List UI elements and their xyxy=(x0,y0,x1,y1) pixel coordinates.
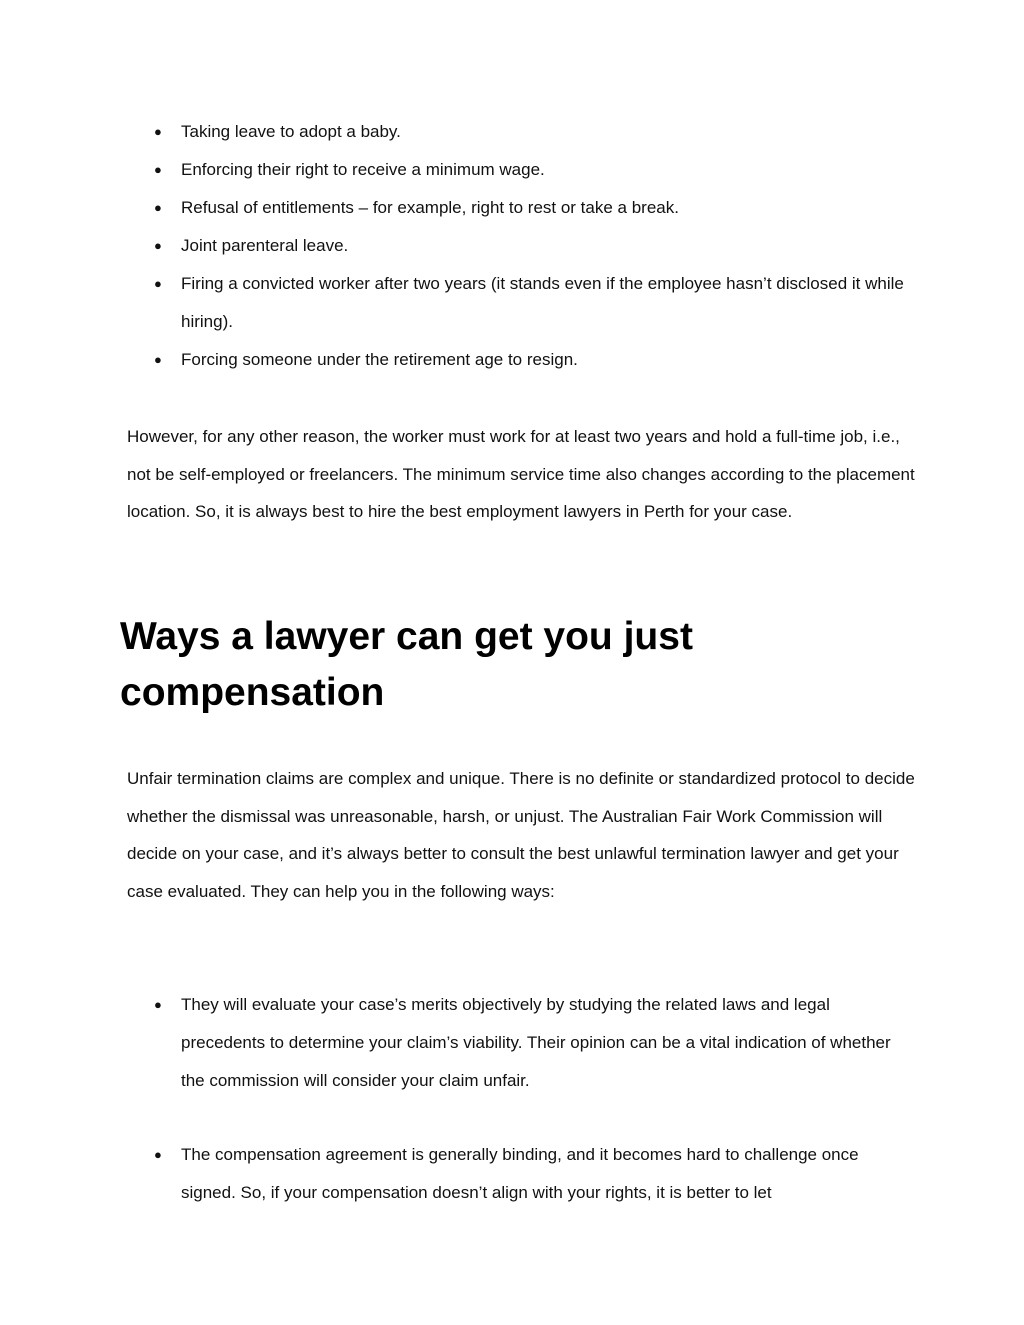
bullet-list-lawyer-help-continued xyxy=(0,1136,911,1212)
list-item-text: Refusal of entitlements – for example, right to rest or take a break. xyxy=(181,198,679,217)
paragraph-eligibility: However, for any other reason, the worker must work for at least two years and hold a full-time job, i.e., not be self-employed or freelancers. The minimum service time also changes according to the placement location. So, it is always best to hire the best employment lawyers in Perth for your case. xyxy=(127,427,915,522)
list-item xyxy=(0,341,941,379)
list-item-text: They will evaluate your case’s merits objectively by studying the related laws and legal precedents to determine your claim’s viability. Their opinion can be a vital indication of whether the commission will consider your claim unfair. xyxy=(181,995,891,1090)
bullet-list-lawyer-help xyxy=(0,986,911,1100)
list-item xyxy=(0,151,941,189)
bullet-icon: ● xyxy=(154,1147,162,1162)
list-item-text: Joint parenteral leave. xyxy=(181,236,349,255)
list-item-text: Enforcing their right to receive a minimum wage. xyxy=(181,160,545,179)
list-item-text: Firing a convicted worker after two years (it stands even if the employee hasn’t disclosed it while hiring). xyxy=(181,274,904,331)
bullet-icon: ● xyxy=(154,200,162,215)
list-item-text: Taking leave to adopt a baby. xyxy=(181,122,401,141)
list-item xyxy=(0,986,911,1100)
list-item-text: The compensation agreement is generally binding, and it becomes hard to challenge once signed. So, if your compensation doesn’t align with your rights, it is better to let xyxy=(181,1145,859,1202)
bullet-icon: ● xyxy=(154,352,162,367)
paragraph-claims-intro: Unfair termination claims are complex and unique. There is no definite or standardized protocol to decide whether the dismissal was unreasonable, harsh, or unjust. The Australian Fair Work Commission will decide on your case, and it’s always better to consult the best unlawful termination lawyer and get your case evaluated. They can help you in the following ways: xyxy=(127,769,915,901)
bullet-icon: ● xyxy=(154,276,162,291)
bullet-icon: ● xyxy=(154,238,162,253)
list-item xyxy=(0,113,941,151)
bullet-icon: ● xyxy=(154,997,162,1012)
list-item xyxy=(0,265,911,341)
bullet-icon: ● xyxy=(154,124,162,139)
list-item xyxy=(0,227,941,265)
list-item xyxy=(0,189,941,227)
bullet-list-protected-reasons xyxy=(0,113,941,379)
bullet-icon: ● xyxy=(154,162,162,177)
list-item xyxy=(0,1136,911,1212)
section-heading: Ways a lawyer can get you just compensation xyxy=(120,615,693,714)
list-item-text: Forcing someone under the retirement age to resign. xyxy=(181,350,578,369)
